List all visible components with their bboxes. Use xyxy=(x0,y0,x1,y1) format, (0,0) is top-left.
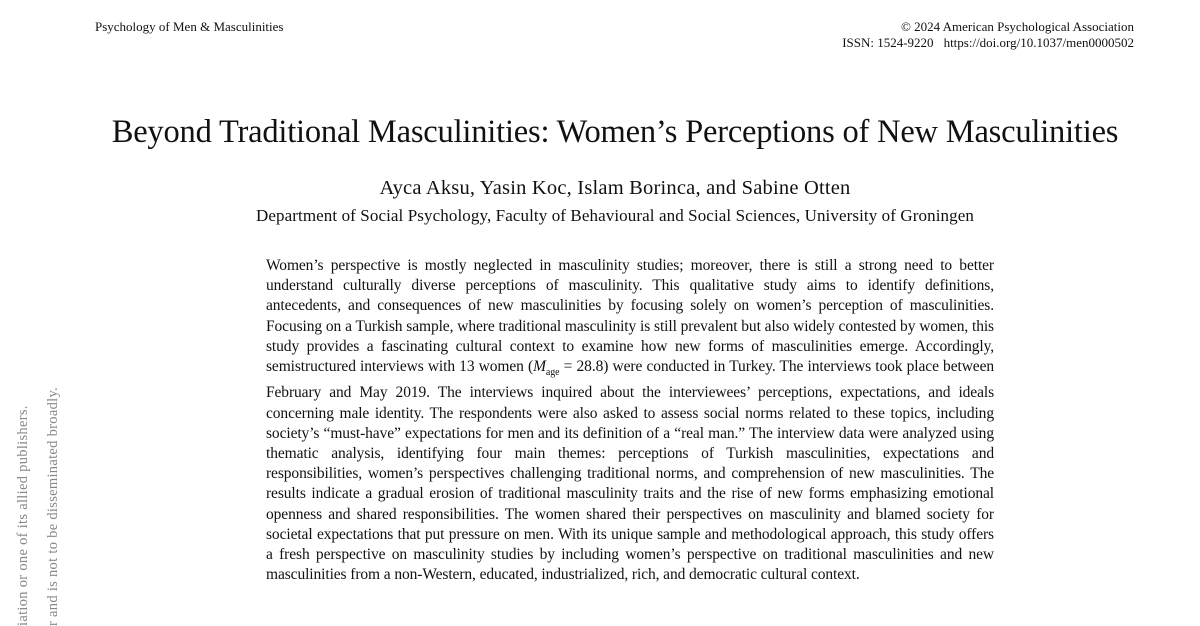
side-notice-line-2: r and is not to be disseminated broadly. xyxy=(45,387,61,626)
mean-age-subscript: age xyxy=(545,367,560,379)
journal-name: Psychology of Men & Masculinities xyxy=(95,19,284,34)
copyright-block xyxy=(842,19,1134,51)
author-list: Ayca Aksu, Yasin Koc, Islam Borinca, and Sabine Otten xyxy=(379,177,851,199)
paper-title: Beyond Traditional Masculinities: Women’s Perceptions of New Masculinities xyxy=(111,114,1119,150)
mean-age-symbol: M xyxy=(533,358,546,376)
copyright-line: © 2024 American Psychological Association xyxy=(900,19,1134,34)
abstract xyxy=(266,256,994,585)
abstract-part-1: Women’s perspective is mostly neglected in masculinity studies; moreover, there is still a strong need to better understand culturally diverse perceptions of masculinity. This qualitative study aims to identify definitions, antecedents, and consequences of new masculinities by focusing solely on women’s perception of masculinities. Focusing on a Turkish sample, where traditional masculinity is still prevalent but also widely contested by women, this study provides a fascinating cultural context to examine how new forms of masculinities emerge. Accordingly, semistructured interviews with 13 women ( xyxy=(266,257,994,376)
side-notice-line-1: iation or one of its allied publishers. xyxy=(15,405,31,626)
affiliation: Department of Social Psychology, Faculty of Behavioural and Social Sciences, University of Groningen xyxy=(255,206,974,225)
abstract-part-2: were conducted in Turkey. The interviews took place between February and May 2019. The interviews inquired about the interviewees’ perceptions, expectations, and ideals concerning male identity. The respondents were also asked to assess social norms related to these topics, including society’s “must-have” expectations for men and its definition of a “real man.” The interview data were analyzed using thematic analysis, identifying four main themes: perceptions of Turkish masculinities, expectations and responsibilities, women’s perspectives challenging traditional norms, and comprehension of new masculinities. The results indicate a gradual erosion of traditional masculinity traits and the rise of new forms emphasizing emotional openness and shared responsibilities. The women shared their perspectives on masculinity and blamed society for societal expectations that put pressure on men. With its unique sample and methodological approach, this study offers a fresh perspective on masculinity studies by including women’s perspective on traditional masculinities and new masculinities from a non-Western, educated, industrialized, rich, and democratic cultural context. xyxy=(266,358,994,584)
doi-link[interactable]: https://doi.org/10.1037/men0000502 xyxy=(943,35,1134,50)
issn: ISSN: 1524-9220 xyxy=(842,35,934,50)
side-copyright-notice xyxy=(8,296,68,626)
mean-age-value: = 28.8) xyxy=(559,358,609,376)
issn-doi-line xyxy=(842,35,1134,51)
